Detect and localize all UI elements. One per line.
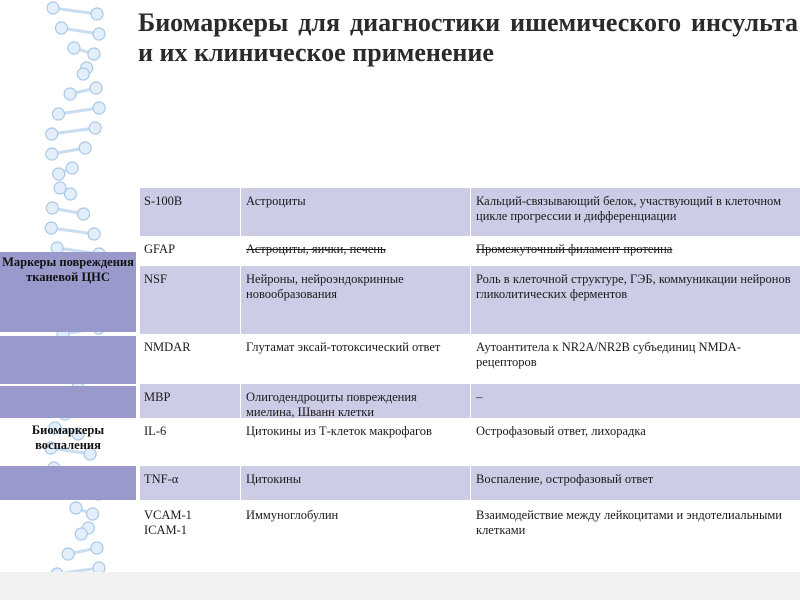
source-cell: Астроциты, яички, печень: [246, 242, 386, 256]
function-cell: Воспаление, острофазовый ответ: [476, 472, 654, 486]
category-cns-box-mbp: [0, 386, 136, 418]
category-cns-box-lower: [0, 336, 136, 384]
table-row: [140, 236, 800, 266]
marker-cell: VCAM-1 ICAM-1: [144, 508, 192, 537]
source-cell: Цитокины из Т-клеток макрофагов: [246, 424, 432, 438]
marker-cell: IL-6: [144, 424, 167, 438]
footer-band: [0, 572, 800, 600]
source-cell: Иммуноглобулин: [246, 508, 339, 522]
table-row: [140, 418, 800, 466]
function-cell: Острофазовый ответ, лихорадка: [476, 424, 646, 438]
source-cell: Нейроны, нейроэндокринные новообразования: [246, 272, 404, 301]
function-cell: Кальций-связывающий белок, участвующий в клеточном цикле прогрессии и дифференциации: [476, 194, 781, 223]
table-row: [140, 266, 800, 334]
category-inflammation-box: [0, 466, 136, 500]
table-row: [140, 502, 800, 570]
marker-cell: GFAP: [144, 242, 176, 256]
table-row: [140, 188, 800, 236]
function-cell: Промежуточный филамент протеина: [476, 242, 673, 256]
marker-cell: NMDAR: [144, 340, 191, 354]
source-cell: Олигодендроциты повреждения миелина, Шванн клетки: [246, 390, 417, 419]
marker-cell: NSF: [144, 272, 167, 286]
table-row: [140, 466, 800, 500]
category-inflammation-label: Биомаркеры воспаления: [31, 423, 105, 452]
marker-cell: S-100B: [144, 194, 183, 208]
function-cell: Взаимодействие между лейкоцитами и эндотелиальными клетками: [476, 508, 782, 537]
category-cns-label: Маркеры повреждения тканевой ЦНС: [2, 255, 134, 284]
function-cell: Аутоантитела к NR2A/NR2B субъединиц NMDA-рецепторов: [476, 340, 741, 369]
page-title: Биомаркеры для диагностики ишемического инсульта и их клиническое применение: [138, 8, 798, 67]
source-cell: Глутамат эксай-тотоксический ответ: [246, 340, 441, 354]
table-row: [140, 334, 800, 384]
function-cell: Роль в клеточной структуре, ГЭБ, коммуникации нейронов гликолитических ферментов: [476, 272, 791, 301]
source-cell: Астроциты: [246, 194, 306, 208]
marker-cell: TNF-α: [144, 472, 179, 486]
source-cell: Цитокины: [246, 472, 302, 486]
table-row: [140, 384, 800, 418]
function-cell: –: [476, 390, 483, 404]
marker-cell: MBP: [144, 390, 171, 404]
